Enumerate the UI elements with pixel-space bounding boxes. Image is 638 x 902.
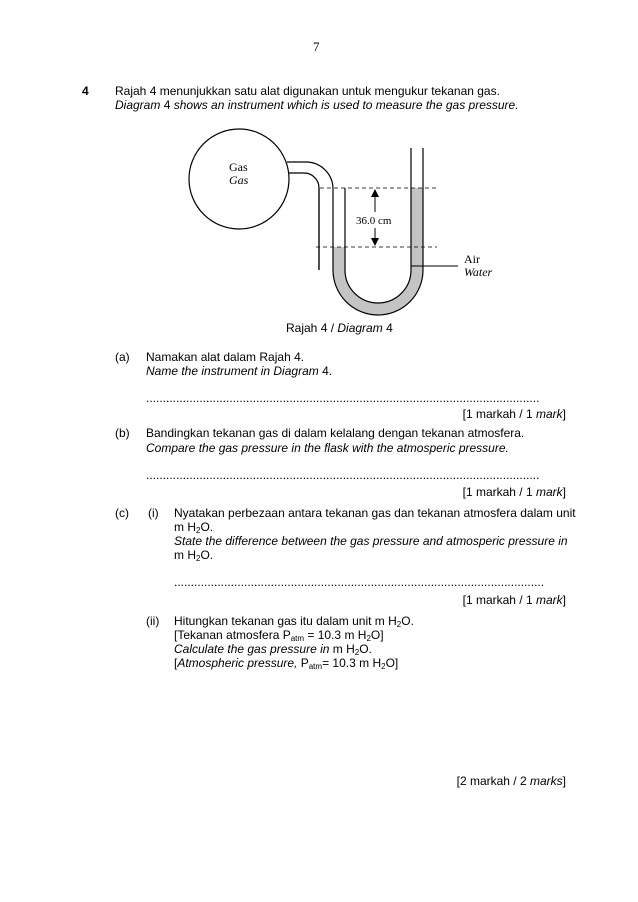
water-fill [333, 188, 423, 315]
part-a-text-ms: Namakan alat dalam Rajah 4. [146, 350, 305, 364]
line1-sub: 2 [396, 620, 402, 629]
line3-italic: Calculate the gas pressure in [174, 642, 330, 656]
line2-text: [Tekanan atmosfera P [174, 628, 291, 642]
part-c-ii-line3 [174, 642, 372, 656]
part-b-marks [400, 485, 566, 499]
part-b-answer-line[interactable]: ...................................................................................................................... [146, 468, 540, 482]
tube-inner [288, 148, 411, 303]
line2-post: O] [370, 628, 384, 642]
marks-close: ] [562, 485, 566, 499]
marks-italic: mark [535, 485, 563, 499]
unit-sub: 2 [196, 526, 201, 535]
question-number: 4 [82, 84, 89, 98]
page-number: 7 [313, 39, 320, 54]
part-c-ii-marks [380, 774, 566, 788]
marks-italic: mark [535, 593, 563, 607]
intro-en-rest: shows an instrument which is used to measure the gas pressure. [170, 98, 519, 112]
arrow-up-icon [371, 189, 379, 197]
unit-text: m H [174, 520, 196, 534]
part-c-i-answer-line[interactable]: ............................................................................................................... [174, 575, 545, 589]
part-b-text-en: Compare the gas pressure in the flask with the atmosperic pressure. [146, 441, 509, 455]
marks-text: [2 markah / 2 [456, 774, 530, 788]
arrow-down-icon [371, 238, 379, 246]
marks-italic: marks [529, 774, 563, 788]
part-a-text-en [146, 364, 332, 378]
part-c-i-label: (i) [148, 506, 159, 520]
part-c-i-text-en-1: State the difference between the gas pressure and atmosperic pressure in [174, 534, 568, 548]
line2-mid: = 10.3 m H [304, 628, 367, 642]
marks-close: ] [562, 407, 566, 421]
patm-sub: atm [290, 634, 305, 643]
part-c-i-marks [400, 593, 566, 607]
diagram-caption [286, 321, 393, 335]
line3-sub: 2 [354, 648, 360, 657]
part-b-text-ms: Bandingkan tekanan gas di dalam kelalang dengan tekanan atmosfera. [146, 426, 525, 440]
part-a-answer-line[interactable]: ...................................................................................................................... [146, 391, 540, 405]
caption-ms: Rajah 4 / [286, 321, 338, 335]
line4-text: P [297, 656, 309, 670]
unit-text-post: O. [200, 520, 214, 534]
marks-close: ] [562, 593, 566, 607]
part-c-i-text-en-2 [174, 548, 213, 562]
line1-post: O. [401, 614, 414, 628]
line4-post: O] [385, 656, 399, 670]
part-c-ii-line4 [174, 656, 398, 670]
height-label: 36.0 cm [356, 215, 392, 227]
patm-sub: atm [308, 662, 323, 671]
line4-italic: Atmospheric pressure, [177, 656, 298, 670]
unit-text-post: O. [200, 548, 214, 562]
h2o-sub: 2 [381, 662, 386, 671]
gas-label-en: Gas [229, 173, 249, 187]
marks-text: [1 markah / 1 [462, 593, 536, 607]
part-c-label: (c) [115, 506, 129, 520]
part-c-i-text-ms-2 [174, 520, 213, 534]
part-c-ii-label: (ii) [146, 614, 160, 628]
part-a-label: (a) [115, 350, 130, 364]
marks-close: ] [562, 774, 566, 788]
intro-en-italic: Diagram [115, 98, 161, 112]
caption-num: 4 [382, 321, 393, 335]
gas-label-ms: Gas [229, 160, 248, 174]
marks-text: [1 markah / 1 [462, 407, 536, 421]
unit-sub: 2 [196, 554, 201, 563]
line3-post: O. [359, 642, 372, 656]
line4-mid: = 10.3 m H [322, 656, 382, 670]
h2o-sub: 2 [366, 634, 371, 643]
water-label-en: Water [464, 265, 493, 279]
line1-text: Hitungkan tekanan gas itu dalam unit m H [174, 614, 397, 628]
caption-en: Diagram [337, 321, 383, 335]
marks-italic: mark [535, 407, 563, 421]
part-c-ii-line1 [174, 614, 414, 628]
marks-text: [1 markah / 1 [462, 485, 536, 499]
intro-en-num: 4 [160, 98, 171, 112]
part-b-label: (b) [115, 426, 130, 440]
part-a-marks [400, 407, 566, 421]
unit-text: m H [174, 548, 196, 562]
part-c-i-text-ms-1: Nyatakan perbezaan antara tekanan gas dan tekanan atmosfera dalam unit [174, 506, 576, 520]
part-a-en-num: 4. [318, 364, 333, 378]
line3-text: m H [329, 642, 355, 656]
part-a-en-italic: Name the instrument in Diagram [146, 364, 319, 378]
part-c-ii-line2 [174, 628, 384, 642]
line4-open: [ [174, 656, 178, 670]
water-label-ms: Air [464, 252, 480, 266]
question-intro-ms: Rajah 4 menunjukkan satu alat digunakan untuk mengukur tekanan gas. [115, 84, 500, 98]
